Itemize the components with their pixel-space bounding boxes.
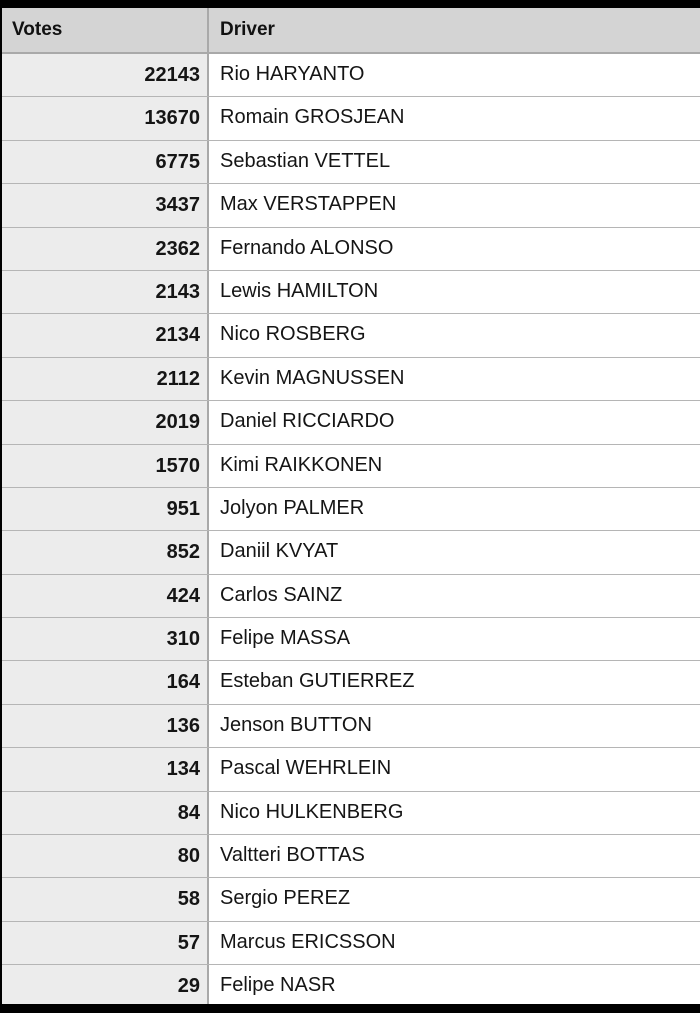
table-row bbox=[2, 922, 700, 965]
table-row bbox=[2, 141, 700, 184]
table-row bbox=[2, 792, 700, 835]
driver-cell: Jenson BUTTON bbox=[220, 713, 372, 736]
table-row bbox=[2, 358, 700, 401]
votes-cell: 3437 bbox=[2, 184, 209, 226]
votes-cell: 2143 bbox=[2, 271, 209, 313]
table-body bbox=[2, 54, 700, 1004]
table-row bbox=[2, 965, 700, 1004]
driver-cell: Valtteri BOTTAS bbox=[220, 844, 365, 867]
driver-cell: Daniel RICCIARDO bbox=[220, 410, 395, 433]
driver-cell: Esteban GUTIERREZ bbox=[220, 670, 415, 693]
table-row bbox=[2, 488, 700, 531]
table-row bbox=[2, 314, 700, 357]
votes-cell: 80 bbox=[2, 835, 209, 877]
votes-table bbox=[2, 8, 700, 1004]
driver-cell: Sergio PEREZ bbox=[220, 887, 351, 910]
votes-cell: 164 bbox=[2, 661, 209, 703]
table-row bbox=[2, 97, 700, 140]
votes-cell: 1570 bbox=[2, 445, 209, 487]
driver-cell: Jolyon PALMER bbox=[220, 496, 365, 519]
votes-cell: 6775 bbox=[2, 141, 209, 183]
table-row bbox=[2, 878, 700, 921]
votes-cell: 2019 bbox=[2, 401, 209, 443]
driver-cell: Romain GROSJEAN bbox=[220, 106, 405, 129]
votes-cell: 136 bbox=[2, 705, 209, 747]
votes-cell: 951 bbox=[2, 488, 209, 530]
votes-cell: 2362 bbox=[2, 228, 209, 270]
driver-cell: Nico HULKENBERG bbox=[220, 800, 404, 823]
table-row bbox=[2, 271, 700, 314]
driver-cell: Kimi RAIKKONEN bbox=[220, 453, 383, 476]
table-row bbox=[2, 445, 700, 488]
driver-cell: Sebastian VETTEL bbox=[220, 149, 391, 172]
votes-column-header[interactable]: Votes bbox=[2, 8, 209, 52]
table-row bbox=[2, 531, 700, 574]
driver-cell: Max VERSTAPPEN bbox=[220, 193, 397, 216]
driver-cell: Rio HARYANTO bbox=[220, 63, 365, 85]
votes-cell: 310 bbox=[2, 618, 209, 660]
driver-cell: Nico ROSBERG bbox=[220, 323, 366, 346]
driver-cell: Felipe MASSA bbox=[220, 627, 351, 650]
votes-cell: 13670 bbox=[2, 97, 209, 139]
votes-cell: 29 bbox=[2, 965, 209, 1004]
table-row bbox=[2, 184, 700, 227]
table-row bbox=[2, 54, 700, 97]
table-row bbox=[2, 575, 700, 618]
votes-cell: 84 bbox=[2, 792, 209, 834]
table-row bbox=[2, 705, 700, 748]
driver-cell: Pascal WEHRLEIN bbox=[220, 757, 392, 780]
table-row bbox=[2, 835, 700, 878]
table-row bbox=[2, 401, 700, 444]
driver-cell: Kevin MAGNUSSEN bbox=[220, 366, 405, 389]
driver-column-header[interactable]: Driver bbox=[220, 19, 275, 40]
driver-cell: Felipe NASR bbox=[220, 974, 336, 997]
votes-cell: 57 bbox=[2, 922, 209, 964]
table-row bbox=[2, 228, 700, 271]
votes-cell: 2112 bbox=[2, 358, 209, 400]
table-row bbox=[2, 661, 700, 704]
driver-cell: Carlos SAINZ bbox=[220, 583, 343, 606]
driver-cell: Lewis HAMILTON bbox=[220, 279, 379, 302]
votes-cell: 2134 bbox=[2, 314, 209, 356]
driver-cell: Fernando ALONSO bbox=[220, 236, 394, 259]
driver-cell: Marcus ERICSSON bbox=[220, 930, 396, 953]
votes-cell: 424 bbox=[2, 575, 209, 617]
table-header bbox=[2, 8, 700, 54]
votes-cell: 58 bbox=[2, 878, 209, 920]
table-row bbox=[2, 748, 700, 791]
votes-cell: 134 bbox=[2, 748, 209, 790]
votes-cell: 852 bbox=[2, 531, 209, 573]
table-row bbox=[2, 618, 700, 661]
votes-cell: 22143 bbox=[2, 54, 209, 96]
driver-cell: Daniil KVYAT bbox=[220, 540, 339, 563]
